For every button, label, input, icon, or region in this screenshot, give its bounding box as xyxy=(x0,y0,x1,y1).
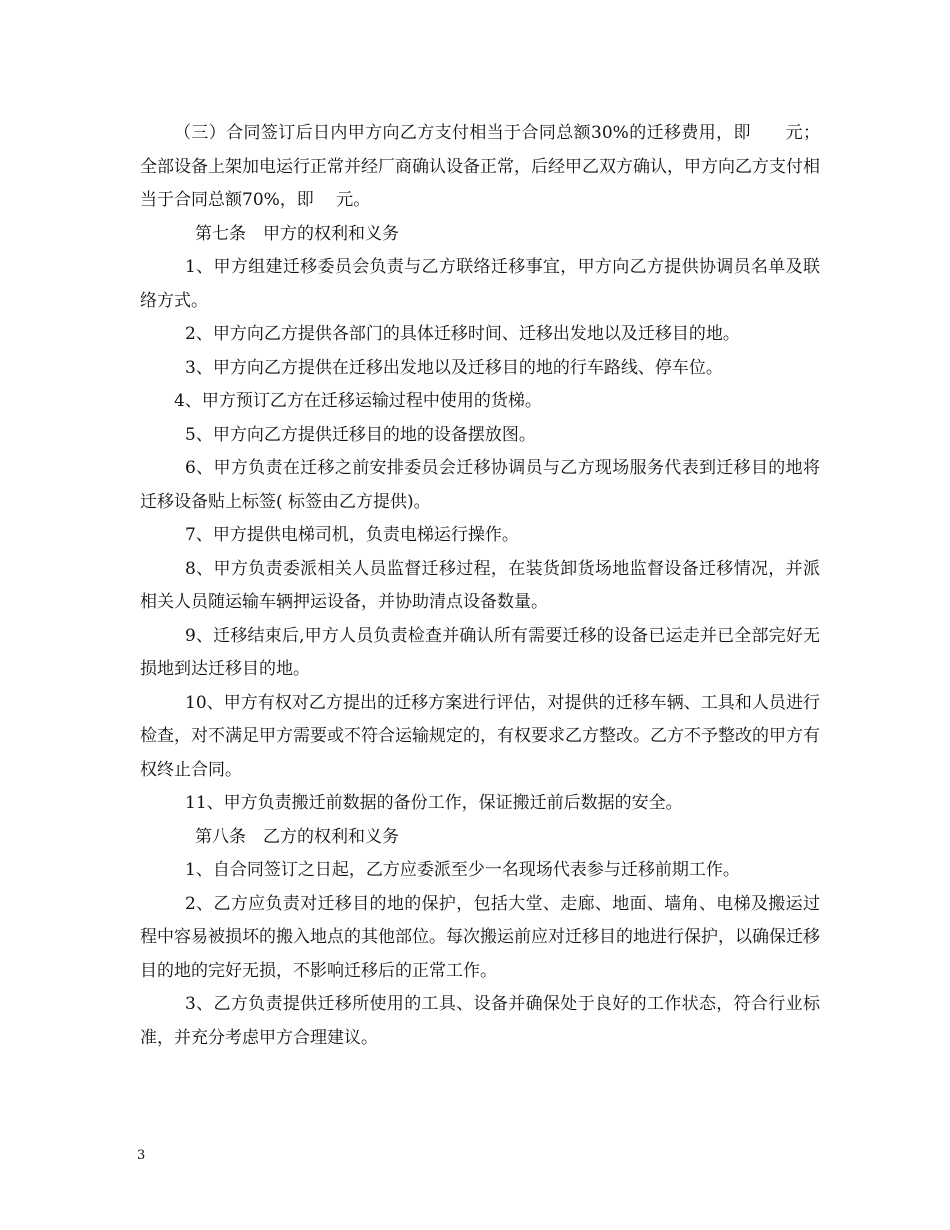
article-7-item-5: 5、甲方向乙方提供迁移目的地的设备摆放图。 xyxy=(185,424,536,445)
article-7-item-7: 7、甲方提供电梯司机，负责电梯运行操作。 xyxy=(185,525,519,545)
article-7-item-1: 1、甲方组建迁移委员会负责与乙方联络迁移事宜，甲方向乙方提供协调员名单及联络方式。 xyxy=(140,257,820,311)
article-8-item-1: 1、自合同签订之日起，乙方应委派至少一名现场代表参与迁移前期工作。 xyxy=(185,860,740,880)
article-7-item-10: 10、甲方有权对乙方提出的迁移方案进行评估，对提供的迁移车辆、工具和人员进行检查，对不满足甲方需要或不符合运输规定的，有权要求乙方整改。乙方不予整改的甲方有权终止合同。 xyxy=(140,692,820,780)
article-7-item-2: 2、甲方向乙方提供各部门的具体迁移时间、迁移出发地以及迁移目的地。 xyxy=(185,324,740,344)
article-7-item-4: 4、甲方预订乙方在迁移运输过程中使用的货梯。 xyxy=(174,391,542,411)
article-7-item-8: 8、甲方负责委派相关人员监督迁移过程，在装货卸货场地监督设备迁移情况，并派相关人员随运输车辆押运设备，并协助清点设备数量。 xyxy=(140,558,820,612)
document-body xyxy=(140,117,820,1055)
article-7-item-11: 11、甲方负责搬迁前数据的备份工作，保证搬迁前后数据的安全。 xyxy=(185,793,683,813)
paragraph-payment-terms: （三）合同签订后日内甲方向乙方支付相当于合同总额30%的迁移费用，即 元；全部设备上架加电运行正常并经厂商确认设备正常，后经甲乙双方确认，甲方向乙方支付相当于合同总额70%，即 元。 xyxy=(140,123,820,210)
article-7-item-9: 9、迁移结束后,甲方人员负责检查并确认所有需要迁移的设备已运走并已全部完好无损地到达迁移目的地。 xyxy=(140,625,820,679)
article-8-heading: 第八条 乙方的权利和义务 xyxy=(195,826,399,847)
article-8-item-2: 2、乙方应负责对迁移目的地的保护，包括大堂、走廊、地面、墙角、电梯及搬运过程中容易被损坏的搬入地点的其他部位。每次搬运前应对迁移目的地进行保护，以确保迁移目的地的完好无损，不影响迁移后的正常工作。 xyxy=(140,893,820,981)
page-number: 3 xyxy=(137,1148,146,1163)
article-7-heading: 第七条 甲方的权利和义务 xyxy=(195,223,399,244)
article-8-item-3: 3、乙方负责提供迁移所使用的工具、设备并确保处于良好的工作状态，符合行业标准，并充分考虑甲方合理建议。 xyxy=(140,994,820,1048)
article-7-item-6: 6、甲方负责在迁移之前安排委员会迁移协调员与乙方现场服务代表到迁移目的地将迁移设备贴上标签( 标签由乙方提供)。 xyxy=(140,458,820,512)
article-7-item-3: 3、甲方向乙方提供在迁移出发地以及迁移目的地的行车路线、停车位。 xyxy=(185,357,723,378)
